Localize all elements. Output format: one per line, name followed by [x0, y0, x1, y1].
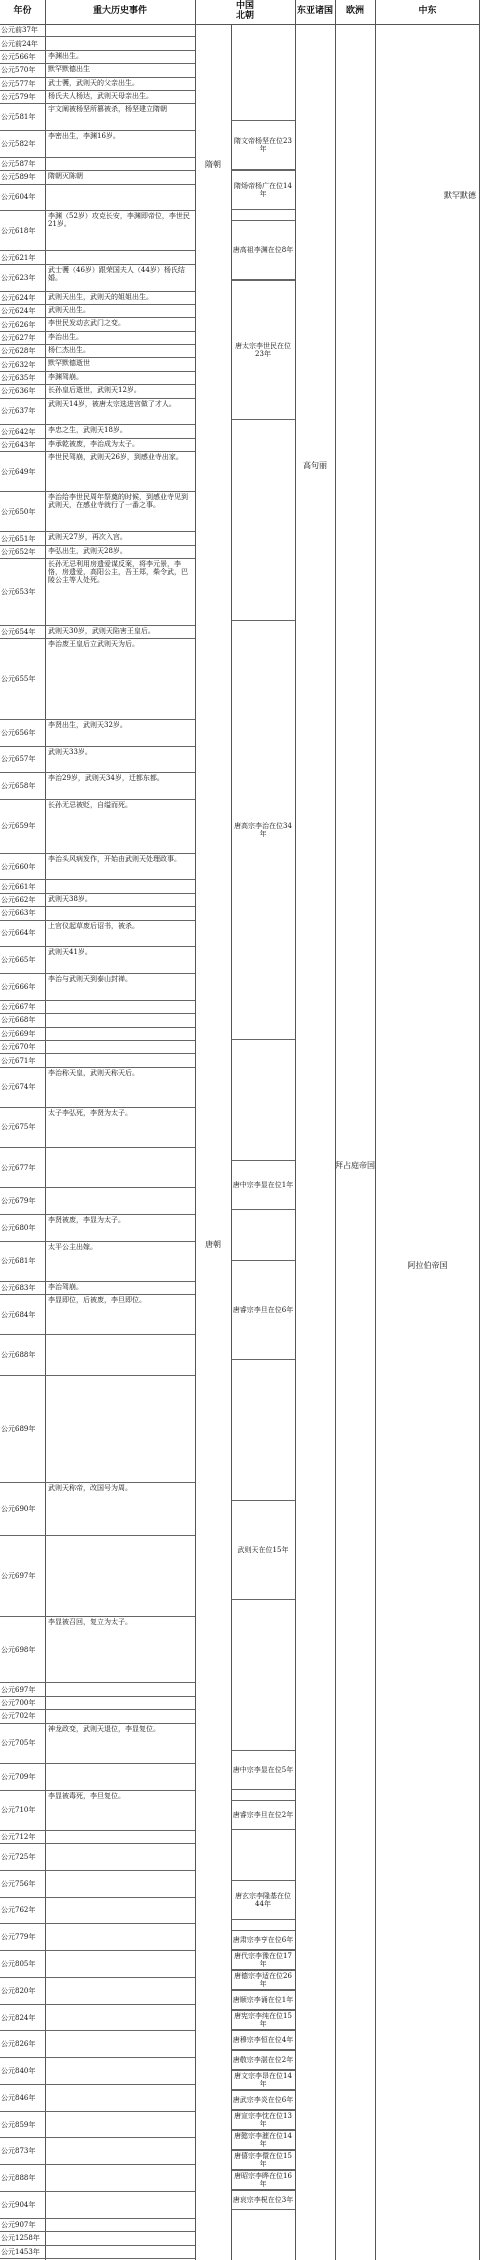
row-event: 李治29岁，武则天34岁，迁都东都。 — [48, 774, 164, 783]
row-year: 公元587年 — [1, 159, 36, 168]
row-year: 公元674年 — [1, 1083, 36, 1092]
row-event: 武则天41岁。 — [48, 948, 92, 957]
divider-europe — [375, 0, 376, 2260]
row-year: 公元779年 — [1, 1933, 36, 1942]
reign-cell: 隋文帝杨坚在位23年 — [231, 120, 295, 170]
table-row — [0, 947, 195, 974]
row-event: 长孙无忌利用房遗爱谋反案，将李元景，李恪，房遗爱，高阳公主，吾王郑，柴令武，巴陵公主等人处死。 — [48, 560, 188, 585]
table-row — [0, 639, 195, 719]
table-row — [0, 37, 195, 50]
row-year: 公元636年 — [1, 387, 36, 396]
table-row — [0, 1483, 195, 1537]
row-year: 公元1258年 — [1, 2234, 40, 2243]
row-year: 公元637年 — [1, 407, 36, 416]
table-row — [0, 265, 195, 292]
table-row — [0, 1871, 195, 1898]
row-year: 公元579年 — [1, 93, 36, 102]
table-row — [0, 251, 195, 264]
reign-cell: 唐中宗李显在位5年 — [231, 1750, 295, 1790]
table-row — [0, 1188, 195, 1215]
table-row — [0, 1683, 195, 1696]
row-year: 公元582年 — [1, 139, 36, 148]
row-year: 公元700年 — [1, 1699, 36, 1708]
row-event: 隋朝灭陈朝 — [48, 172, 83, 181]
row-year: 公元643年 — [1, 440, 36, 449]
reign-cell: 唐高祖李渊在位8年 — [231, 220, 295, 280]
row-event: 李治出生。 — [48, 332, 83, 341]
row-year: 公元666年 — [1, 982, 36, 991]
row-year: 公元846年 — [1, 2093, 36, 2102]
table-row — [0, 1978, 195, 2005]
row-event: 李治驾崩。 — [48, 1282, 83, 1291]
reign-cell: 唐昭宗李晔在位16年 — [231, 2170, 295, 2190]
dynasty-label: 唐朝 — [205, 1240, 221, 1249]
row-year: 公元675年 — [1, 1123, 36, 1132]
table-row — [0, 1831, 195, 1844]
table-row — [0, 974, 195, 1001]
table-row — [0, 104, 195, 131]
reign-cell: 唐哀宗李柷在位3年 — [231, 2190, 295, 2210]
row-year: 公元624年 — [1, 293, 36, 302]
reign-cell: 唐高宗李治在位34年 — [231, 620, 295, 1040]
table-row — [0, 1710, 195, 1723]
row-event: 长孙皇后逝世，武则天12岁。 — [48, 386, 141, 395]
row-event: 李治废王皇后立武则天为后。 — [48, 640, 139, 649]
row-year: 公元826年 — [1, 2040, 36, 2049]
row-event: 武则天出生。 — [48, 305, 90, 314]
row-event: 李弘出生，武则天28岁。 — [48, 546, 127, 555]
table-row — [0, 305, 195, 318]
table-row — [0, 332, 195, 345]
row-year: 公元840年 — [1, 2067, 36, 2076]
table-row — [0, 626, 195, 639]
row-year: 公元628年 — [1, 347, 36, 356]
reign-cell: 唐太宗李世民在位23年 — [231, 280, 295, 420]
row-year: 公元589年 — [1, 173, 36, 182]
row-year: 公元577年 — [1, 79, 36, 88]
header-year: 年份 — [13, 6, 32, 16]
row-event: 杨仁杰出生。 — [48, 346, 90, 355]
table-row — [0, 1148, 195, 1188]
side-label: 拜占庭帝国 — [335, 1161, 375, 1170]
table-row — [0, 2138, 195, 2165]
table-row — [0, 1617, 195, 1684]
table-row — [0, 1898, 195, 1925]
table-row — [0, 1764, 195, 1791]
table-header — [0, 0, 480, 25]
reign-cell: 唐德宗李适在位26年 — [231, 1970, 295, 1990]
row-year: 公元前37年 — [1, 26, 38, 35]
row-event: 武则天27岁，再次入宫。 — [48, 533, 127, 542]
row-year: 公元688年 — [1, 1350, 36, 1359]
row-year: 公元659年 — [1, 822, 36, 831]
row-year: 公元626年 — [1, 320, 36, 329]
table-row — [0, 907, 195, 920]
row-year: 公元671年 — [1, 1056, 36, 1065]
row-event: 李显即位，后被废，李旦即位。 — [48, 1296, 146, 1305]
row-year: 公元705年 — [1, 1739, 36, 1748]
row-year: 公元762年 — [1, 1906, 36, 1915]
divider-east-asia — [335, 0, 336, 2260]
header-middle-east: 中东 — [418, 6, 437, 16]
table-row — [0, 894, 195, 907]
row-year: 公元658年 — [1, 782, 36, 791]
row-event: 李治与武则天到泰山封禅。 — [48, 975, 132, 984]
divider-event — [195, 0, 196, 2260]
table-row — [0, 64, 195, 77]
row-event: 武则天33岁。 — [48, 747, 92, 756]
row-event: 武则天30岁，武则天陷害王皇后。 — [48, 627, 155, 636]
table-row — [0, 1108, 195, 1148]
row-event: 长孙无忌被贬，自缢而死。 — [48, 801, 132, 810]
row-year: 公元前24年 — [1, 39, 38, 48]
table-row — [0, 747, 195, 774]
table-row — [0, 2192, 195, 2219]
header-china — [195, 1, 295, 21]
row-event: 李密出生，李渊16岁。 — [48, 132, 120, 141]
row-year: 公元665年 — [1, 956, 36, 965]
row-year: 公元888年 — [1, 2174, 36, 2183]
table-row — [0, 1844, 195, 1871]
row-event: 武士彟（46岁）跟荣国夫人（44岁）杨氏结婚。 — [48, 265, 185, 282]
reign-cell: 唐中宗李显在位1年 — [231, 1160, 295, 1210]
table-row — [0, 1041, 195, 1054]
table-row — [0, 452, 195, 492]
table-row — [0, 1242, 195, 1282]
divider-china — [295, 0, 296, 2260]
table-row — [0, 1376, 195, 1483]
table-row — [0, 1014, 195, 1027]
row-year: 公元679年 — [1, 1197, 36, 1206]
row-year: 公元661年 — [1, 882, 36, 891]
row-year: 公元702年 — [1, 1712, 36, 1721]
row-event: 李贤出生，武则天32岁。 — [48, 720, 127, 729]
row-event: 宇文阐被杨坚所篡被杀，杨坚建立隋朝 — [48, 105, 167, 114]
table-row — [0, 91, 195, 104]
reign-cell: 唐懿宗李漼在位14年 — [231, 2130, 295, 2150]
side-label: 阿拉伯帝国 — [407, 1261, 448, 1270]
table-row — [0, 2031, 195, 2058]
table-row — [0, 800, 195, 854]
table-row — [0, 1335, 195, 1375]
table-row — [0, 773, 195, 800]
row-year: 公元683年 — [1, 1284, 36, 1293]
reign-cell: 隋炀帝杨广在位14年 — [231, 170, 295, 210]
table-row — [0, 854, 195, 881]
header-europe: 欧洲 — [345, 6, 364, 16]
table-row — [0, 399, 195, 426]
row-year: 公元660年 — [1, 862, 36, 871]
row-year: 公元581年 — [1, 113, 36, 122]
reign-cell: 唐穆宗李恒在位4年 — [231, 2030, 295, 2050]
reign-cell: 唐僖宗李儇在位15年 — [231, 2150, 295, 2170]
row-year: 公元667年 — [1, 1003, 36, 1012]
event-rows — [0, 24, 195, 2259]
table-row — [0, 1001, 195, 1014]
row-event: 李承乾被废，李治成为太子。 — [48, 439, 139, 448]
table-row — [0, 51, 195, 64]
row-year: 公元681年 — [1, 1257, 36, 1266]
table-row — [0, 2058, 195, 2085]
row-year: 公元664年 — [1, 929, 36, 938]
row-year: 公元618年 — [1, 226, 36, 235]
table-row — [0, 2165, 195, 2192]
row-year: 公元756年 — [1, 1879, 36, 1888]
row-event: 太子李弘死，李贤为太子。 — [48, 1108, 132, 1117]
row-year: 公元662年 — [1, 895, 36, 904]
row-event: 李治称天皇，武则天称天后。 — [48, 1068, 139, 1077]
reign-cell: 唐宪宗李纯在位15年 — [231, 2010, 295, 2030]
reign-cell: 唐顺宗李诵在位1年 — [231, 1990, 295, 2010]
header-china-bottom: 北朝 — [235, 11, 254, 21]
table-row — [0, 439, 195, 452]
reign-cell: 唐敬宗李湛在位2年 — [231, 2050, 295, 2070]
table-row — [0, 1536, 195, 1616]
header-china-top: 中国 — [235, 1, 254, 11]
table-row — [0, 532, 195, 545]
header-event: 重大历史事件 — [92, 6, 147, 16]
row-year: 公元712年 — [1, 1832, 36, 1841]
side-label: 默罕默德 — [444, 191, 476, 200]
table-row — [0, 1215, 195, 1242]
row-event: 默罕默德出生 — [48, 65, 90, 74]
row-event: 李渊（52岁）攻克长安，李渊即帝位，李世民21岁。 — [48, 212, 190, 229]
row-year: 公元652年 — [1, 547, 36, 556]
table-row — [0, 372, 195, 385]
table-row — [0, 131, 195, 158]
table-row — [0, 1791, 195, 1831]
row-year: 公元653年 — [1, 588, 36, 597]
dynasty-label: 隋朝 — [205, 160, 221, 169]
reign-cell: 唐睿宗李旦在位2年 — [231, 1800, 295, 1830]
row-year: 公元650年 — [1, 507, 36, 516]
table-row — [0, 2112, 195, 2139]
table-row — [0, 2005, 195, 2032]
row-year: 公元859年 — [1, 2120, 36, 2129]
row-year: 公元642年 — [1, 427, 36, 436]
side-label: 高句丽 — [303, 461, 327, 470]
row-year: 公元697年 — [1, 1571, 36, 1580]
row-event: 武则天14岁，被唐太宗选进宫做了才人。 — [48, 399, 176, 408]
row-event: 李渊出生。 — [48, 51, 83, 60]
reign-cell: 唐宣宗李忱在位13年 — [231, 2110, 295, 2130]
row-event: 李治给李世民周年祭奠的时候，到感业寺见到武则天，在感业寺就行了一番之事。 — [48, 493, 188, 510]
table-row — [0, 2232, 195, 2245]
row-year: 公元904年 — [1, 2200, 36, 2209]
table-row — [0, 2246, 195, 2259]
table-row — [0, 1295, 195, 1335]
row-year: 公元663年 — [1, 909, 36, 918]
header-east-asia: 东亚诸国 — [296, 6, 333, 16]
row-year: 公元654年 — [1, 628, 36, 637]
row-year: 公元677年 — [1, 1163, 36, 1172]
table-row — [0, 1054, 195, 1067]
table-row — [0, 720, 195, 747]
row-event: 武则天38岁。 — [48, 894, 92, 903]
row-year: 公元824年 — [1, 2013, 36, 2022]
row-event: 杨氏夫人杨达，武则天母亲出生。 — [48, 91, 153, 100]
row-year: 公元668年 — [1, 1016, 36, 1025]
row-year: 公元670年 — [1, 1043, 36, 1052]
row-year: 公元873年 — [1, 2147, 36, 2156]
reign-cell: 唐睿宗李旦在位6年 — [231, 1260, 295, 1360]
table-row — [0, 358, 195, 371]
row-event: 武士彟，武则天的父亲出生。 — [48, 78, 139, 87]
table-row — [0, 1724, 195, 1764]
row-event: 默罕默德逝世 — [48, 359, 90, 368]
table-row — [0, 385, 195, 398]
row-year: 公元684年 — [1, 1310, 36, 1319]
reign-cell: 唐玄宗李隆基在位44年 — [231, 1880, 295, 1920]
row-event: 李贤被废，李显为太子。 — [48, 1215, 125, 1224]
row-year: 公元669年 — [1, 1029, 36, 1038]
reign-cell: 唐代宗李豫在位17年 — [231, 1950, 295, 1970]
table-row — [0, 2219, 195, 2232]
row-year: 公元907年 — [1, 2220, 36, 2229]
table-row — [0, 24, 195, 37]
row-year: 公元725年 — [1, 1852, 36, 1861]
row-event: 李渊驾崩。 — [48, 372, 83, 381]
row-year: 公元632年 — [1, 360, 36, 369]
row-event: 李世民驾崩，武则天26岁，到感业寺出家。 — [48, 453, 183, 462]
row-year: 公元690年 — [1, 1504, 36, 1513]
row-year: 公元649年 — [1, 467, 36, 476]
table-row — [0, 492, 195, 532]
row-year: 公元820年 — [1, 1986, 36, 1995]
row-year: 公元623年 — [1, 273, 36, 282]
table-row — [0, 1697, 195, 1710]
reign-cell: 武则天在位15年 — [231, 1500, 295, 1600]
reign-cell: 唐武宗李炎在位6年 — [231, 2090, 295, 2110]
row-year: 公元655年 — [1, 675, 36, 684]
table-row — [0, 78, 195, 91]
row-event: 李显被召回，复立为太子。 — [48, 1617, 132, 1626]
row-event: 李治头风病发作，开始由武则天处理政事。 — [48, 854, 181, 863]
row-year: 公元697年 — [1, 1685, 36, 1694]
table-row — [0, 211, 195, 251]
row-year: 公元627年 — [1, 333, 36, 342]
table-row — [0, 2085, 195, 2112]
row-event: 李世民发动玄武门之变。 — [48, 319, 125, 328]
table-row — [0, 559, 195, 626]
row-year: 公元635年 — [1, 374, 36, 383]
row-event: 太平公主出嫁。 — [48, 1242, 97, 1251]
row-year: 公元710年 — [1, 1806, 36, 1815]
row-year: 公元624年 — [1, 307, 36, 316]
table-row — [0, 1924, 195, 1951]
row-year: 公元698年 — [1, 1645, 36, 1654]
table-row — [0, 1282, 195, 1295]
row-year: 公元709年 — [1, 1772, 36, 1781]
reign-cell: 唐文宗李昂在位14年 — [231, 2070, 295, 2090]
row-year: 公元656年 — [1, 728, 36, 737]
row-year: 公元570年 — [1, 66, 36, 75]
table-row — [0, 1951, 195, 1978]
row-year: 公元657年 — [1, 755, 36, 764]
table-row — [0, 546, 195, 559]
reign-cell: 唐肃宗李亨在位6年 — [231, 1930, 295, 1950]
row-event: 神龙政变，武则天退位，李显复位。 — [48, 1724, 160, 1733]
table-row — [0, 425, 195, 438]
table-row — [0, 1068, 195, 1108]
row-year: 公元1453年 — [1, 2247, 40, 2256]
row-event: 李显被毒死，李旦复位。 — [48, 1791, 125, 1800]
row-year: 公元805年 — [1, 1960, 36, 1968]
table-row — [0, 345, 195, 358]
table-row — [0, 318, 195, 331]
row-year: 公元621年 — [1, 253, 36, 262]
table-row — [0, 171, 195, 184]
row-year: 公元604年 — [1, 193, 36, 202]
row-year: 公元566年 — [1, 52, 36, 61]
table-row — [0, 880, 195, 893]
row-year: 公元680年 — [1, 1223, 36, 1232]
table-row — [0, 921, 195, 948]
row-year: 公元651年 — [1, 534, 36, 543]
table-row — [0, 185, 195, 212]
table-row — [0, 1028, 195, 1041]
table-row — [0, 292, 195, 305]
row-event: 武则天出生，武则天的姐姐出生。 — [48, 292, 153, 301]
row-event: 上官仪起草废后诏书，被杀。 — [48, 921, 139, 930]
row-event: 李忠之生，武则天18岁。 — [48, 426, 127, 435]
row-event: 武则天称帝，改国号为周。 — [48, 1483, 132, 1492]
table-row — [0, 158, 195, 171]
row-year: 公元689年 — [1, 1424, 36, 1433]
